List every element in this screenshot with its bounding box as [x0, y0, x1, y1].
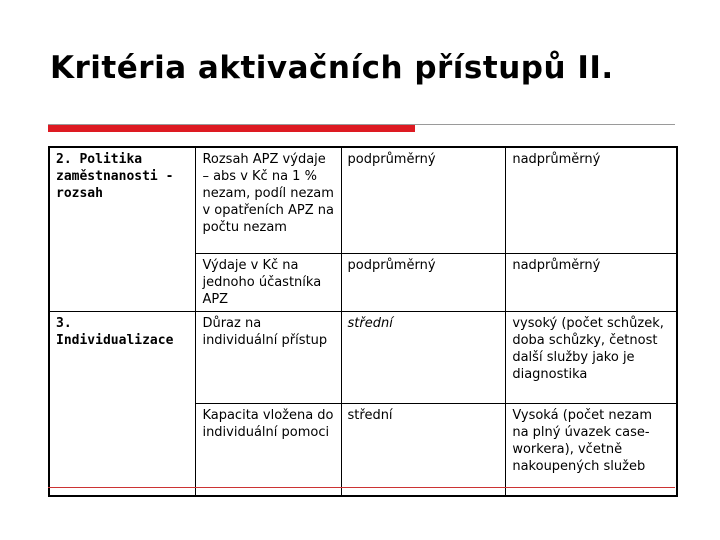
criteria-table [48, 146, 678, 497]
level-high-cell: vysoký (počet schůzek, doba schůzky, četnost další služby jako je diagnostika [506, 311, 677, 403]
level-low-cell: střední [341, 403, 506, 496]
level-low-cell: podprůměrný [341, 147, 506, 253]
level-low-cell: podprůměrný [341, 253, 506, 311]
level-high-cell: nadprůměrný [506, 253, 677, 311]
bottom-divider [48, 487, 675, 488]
criterion-cell: Rozsah APZ výdaje – abs v Kč na 1 % nezam, podíl nezam v opatřeních APZ na počtu nezam [196, 147, 341, 253]
table-row [49, 311, 677, 403]
level-high-cell: Vysoká (počet nezam na plný úvazek case-workera), včetně nakoupených služeb [506, 403, 677, 496]
level-high-cell: nadprůměrný [506, 147, 677, 253]
area-cell: 2. Politika zaměstnanosti - rozsah [49, 147, 196, 311]
slide-title: Kritéria aktivačních přístupů II. [50, 50, 614, 86]
criterion-cell: Výdaje v Kč na jednoho účastníka APZ [196, 253, 341, 311]
area-cell: 3. Individualizace [49, 311, 196, 496]
criterion-cell: Kapacita vložena do individuální pomoci [196, 403, 341, 496]
criterion-cell: Důraz na individuální přístup [196, 311, 341, 403]
title-accent-bar [48, 125, 415, 132]
table-row [49, 147, 677, 253]
level-low-cell: střední [341, 311, 506, 403]
